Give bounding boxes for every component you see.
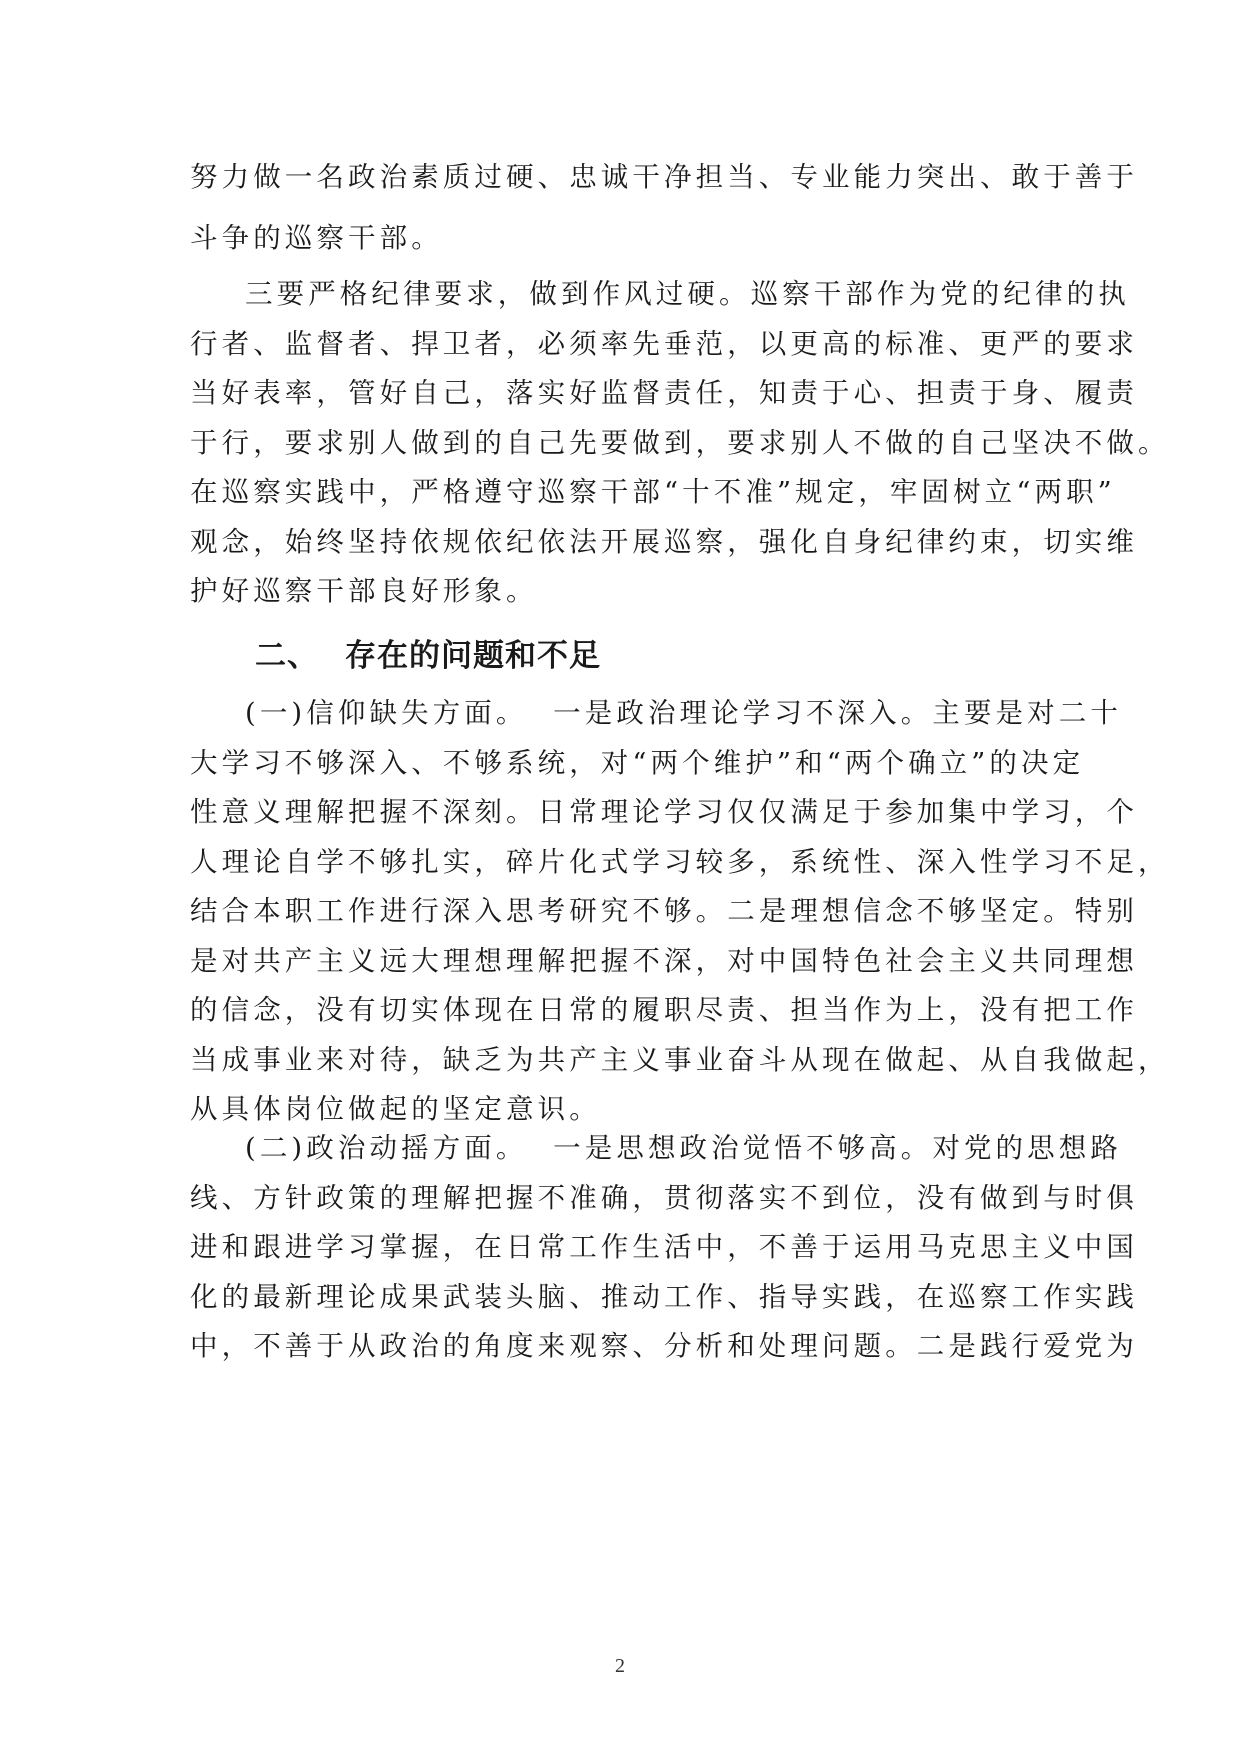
page-number: 2: [615, 1655, 625, 1677]
section-heading-number: 二、: [255, 638, 319, 674]
text-line: 结合本职工作进行深入思考研究不够。二是理想信念不够坚定。特别: [190, 895, 1138, 927]
paragraph-continuation: [190, 161, 1138, 254]
text-line: 行者、监督者、捍卫者，必须率先垂范，以更高的标准、更严的要求: [190, 327, 1138, 360]
text-line: 从具体岗位做起的坚定意识。: [190, 1093, 601, 1125]
paragraph-discipline: [190, 278, 1170, 607]
text-line: 护好巡察干部良好形象。: [190, 575, 538, 607]
text-line: 当好表率，管好自己，落实好监督责任，知责于心、担责于身、履责: [190, 377, 1138, 409]
text-line: 性意义理解把握不深刻。日常理论学习仅仅满足于参加集中学习，个: [190, 796, 1138, 828]
section-heading-title: 存在的问题和不足: [345, 638, 601, 674]
text-line: 观念，始终坚持依规依纪依法开展巡察，强化自身纪律约束，切实维: [190, 525, 1138, 558]
text-line: (二)政治动摇方面。 一是思想政治觉悟不够高。对党的思想路: [245, 1132, 1122, 1164]
text-line: 在巡察实践中，严格遵守巡察干部“十不准”规定，牢固树立“两职”: [190, 476, 1116, 508]
text-line: (一)信仰缺失方面。 一是政治理论学习不深入。主要是对二十: [245, 697, 1122, 729]
text-line: 化的最新理论成果武装头脑、推动工作、指导实践，在巡察工作实践: [190, 1280, 1138, 1313]
text-line: 大学习不够深入、不够系统，对“两个维护”和“两个确立”的决定: [190, 746, 1085, 779]
text-line: 斗争的巡察干部。: [190, 221, 443, 254]
text-line: 中，不善于从政治的角度来观察、分析和处理问题。二是践行爱党为: [190, 1330, 1138, 1362]
text-line: 线、方针政策的理解把握不准确，贯彻落实不到位，没有做到与时俱: [190, 1181, 1138, 1214]
text-line: 努力做一名政治素质过硬、忠诚干净担当、专业能力突出、敢于善于: [190, 161, 1138, 193]
paragraph-politics: [190, 1132, 1138, 1362]
text-line: 的信念，没有切实体现在日常的履职尽责、担当作为上，没有把工作: [190, 994, 1138, 1026]
text-line: 人理论自学不够扎实，碎片化式学习较多，系统性、深入性学习不足，: [190, 845, 1170, 878]
paragraph-faith: [190, 697, 1170, 1125]
section-heading: [255, 630, 601, 675]
text-line: 当成事业来对待，缺乏为共产主义事业奋斗从现在做起、从自我做起，: [190, 1043, 1170, 1076]
text-line: 三要严格纪律要求，做到作风过硬。巡察干部作为党的纪律的执: [245, 278, 1130, 310]
text-line: 进和跟进学习掌握，在日常工作生活中，不善于运用马克思主义中国: [190, 1231, 1138, 1263]
text-line: 于行，要求别人做到的自己先要做到，要求别人不做的自己坚决不做。: [190, 426, 1170, 459]
text-line: 是对共产主义远大理想理解把握不深，对中国特色社会主义共同理想: [190, 944, 1138, 977]
